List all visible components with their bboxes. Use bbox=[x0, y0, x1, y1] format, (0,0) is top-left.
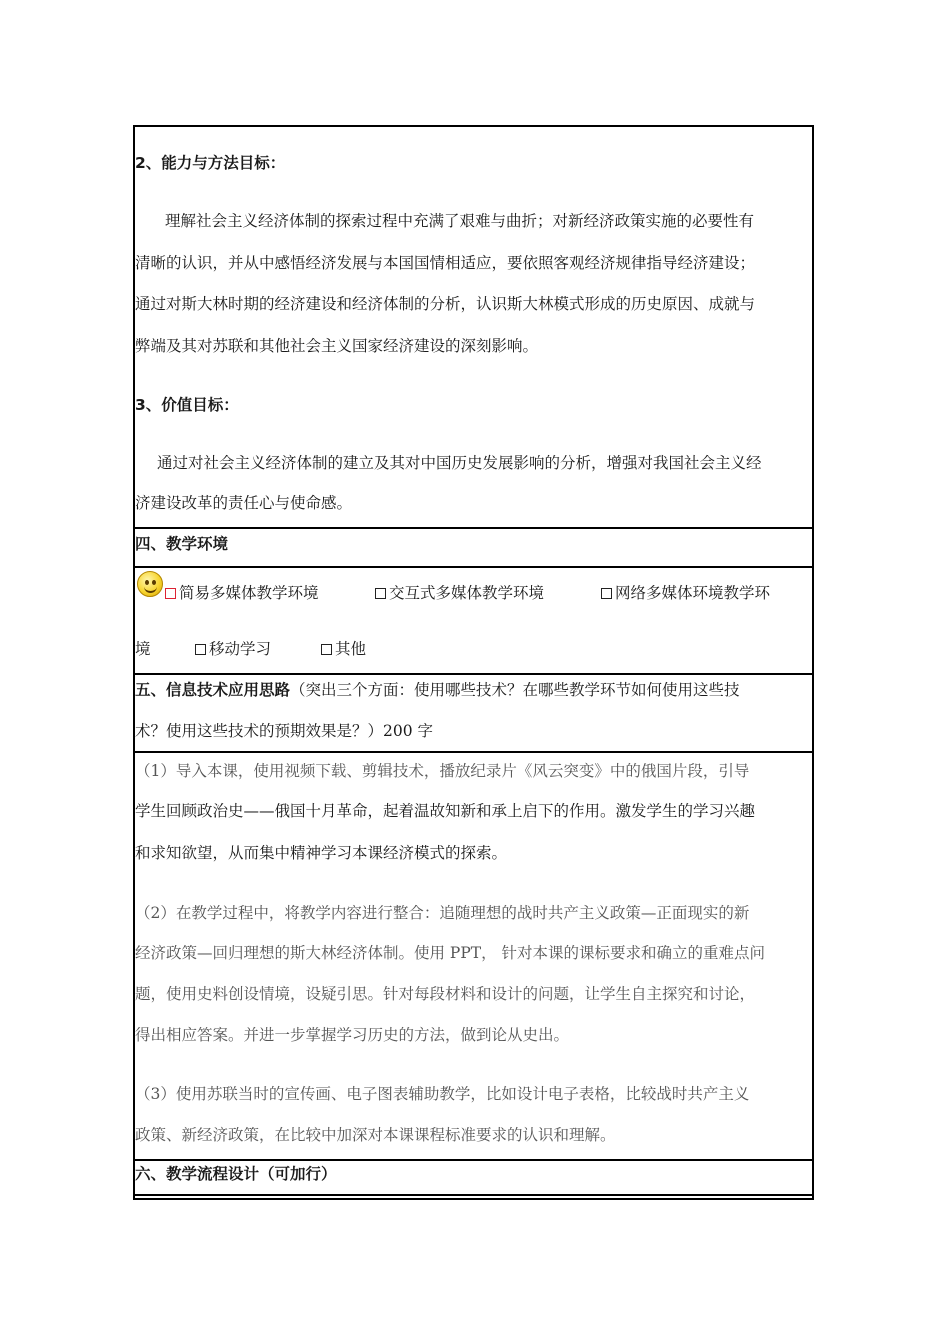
env-option-mobile-learning[interactable] bbox=[195, 639, 271, 659]
tech-heading-line bbox=[135, 680, 740, 700]
value-text-line: 济建设改革的责任心与使命感。 bbox=[135, 494, 353, 512]
checkbox-icon[interactable] bbox=[321, 644, 332, 655]
tech-para1-line: 学生回顾政治史——俄国十月革命，起着温故知新和承上启下的作用。激发学生的学习兴趣 bbox=[135, 802, 756, 820]
env-option-interactive-multimedia[interactable] bbox=[375, 583, 544, 603]
row-divider bbox=[135, 751, 812, 753]
tech-heading-note-line2: 术？使用这些技术的预期效果是？）200 字 bbox=[135, 722, 434, 740]
tech-para2-line: 得出相应答案。并进一步掌握学习历史的方法，做到论从史出。 bbox=[135, 1026, 570, 1044]
ability-text-line: 通过对斯大林时期的经济建设和经济体制的分析，认识斯大林模式形成的历史原因、成就与 bbox=[135, 295, 756, 313]
value-goal-heading: 3、价值目标： bbox=[135, 396, 239, 414]
env-option-network-multimedia-cont: 境 bbox=[135, 640, 151, 658]
tech-heading: 五、信息技术应用思路 bbox=[135, 681, 291, 699]
env-option-label: 其他 bbox=[335, 640, 367, 658]
ability-method-heading: 2、能力与方法目标： bbox=[135, 154, 286, 172]
tech-para2-line: 题，使用史料创设情境，设疑引思。针对每段材料和设计的问题，让学生自主探究和讨论， bbox=[135, 985, 756, 1003]
checkbox-icon[interactable] bbox=[195, 644, 206, 655]
smiley-icon bbox=[137, 571, 163, 597]
teaching-flow-heading: 六、教学流程设计（可加行） bbox=[135, 1165, 337, 1183]
row-divider bbox=[135, 673, 812, 675]
tech-para2-line: （2）在教学过程中，将教学内容进行整合：追随理想的战时共产主义政策—正面现实的新 bbox=[135, 904, 750, 922]
row-divider bbox=[135, 1159, 812, 1161]
lesson-plan-table bbox=[133, 125, 814, 1200]
ability-text-line: 弊端及其对苏联和其他社会主义国家经济建设的深刻影响。 bbox=[135, 337, 539, 355]
tech-para2-line: 经济政策—回归理想的斯大林经济体制。使用 PPT， 针对本课的课标要求和确立的重难点问 bbox=[135, 944, 766, 962]
env-option-label: 移动学习 bbox=[209, 640, 272, 658]
checkbox-icon[interactable] bbox=[165, 588, 176, 599]
value-text-line: 通过对社会主义经济体制的建立及其对中国历史发展影响的分析，增强对我国社会主义经 bbox=[157, 454, 762, 472]
env-option-simple-multimedia[interactable] bbox=[165, 583, 319, 603]
env-option-other[interactable] bbox=[321, 639, 366, 659]
checkbox-icon[interactable] bbox=[601, 588, 612, 599]
env-option-label: 网络多媒体环境教学环 bbox=[615, 584, 771, 602]
row-divider bbox=[135, 527, 812, 529]
env-option-label: 交互式多媒体教学环境 bbox=[389, 584, 545, 602]
teaching-env-heading: 四、教学环境 bbox=[135, 535, 229, 553]
env-option-label: 简易多媒体教学环境 bbox=[179, 584, 319, 602]
tech-para3-line: 政策、新经济政策，在比较中加深对本课课程标准要求的认识和理解。 bbox=[135, 1126, 616, 1144]
tech-heading-note: （突出三个方面：使用哪些技术？在哪些教学环节如何使用这些技 bbox=[290, 681, 740, 699]
ability-text-line: 理解社会主义经济体制的探索过程中充满了艰难与曲折；对新经济政策实施的必要性有 bbox=[165, 212, 755, 230]
tech-para1-line: （1）导入本课，使用视频下载、剪辑技术，播放纪录片《风云突变》中的俄国片段，引导 bbox=[135, 762, 750, 780]
tech-para1-line: 和求知欲望，从而集中精神学习本课经济模式的探索。 bbox=[135, 844, 508, 862]
tech-para3-line: （3）使用苏联当时的宣传画、电子图表辅助教学，比如设计电子表格，比较战时共产主义 bbox=[135, 1085, 750, 1103]
ability-text-line: 清晰的认识，并从中感悟经济发展与本国国情相适应，要依照客观经济规律指导经济建设； bbox=[135, 254, 756, 272]
row-divider bbox=[135, 1194, 812, 1196]
row-divider bbox=[135, 566, 812, 568]
checkbox-icon[interactable] bbox=[375, 588, 386, 599]
env-option-network-multimedia[interactable] bbox=[601, 583, 770, 603]
